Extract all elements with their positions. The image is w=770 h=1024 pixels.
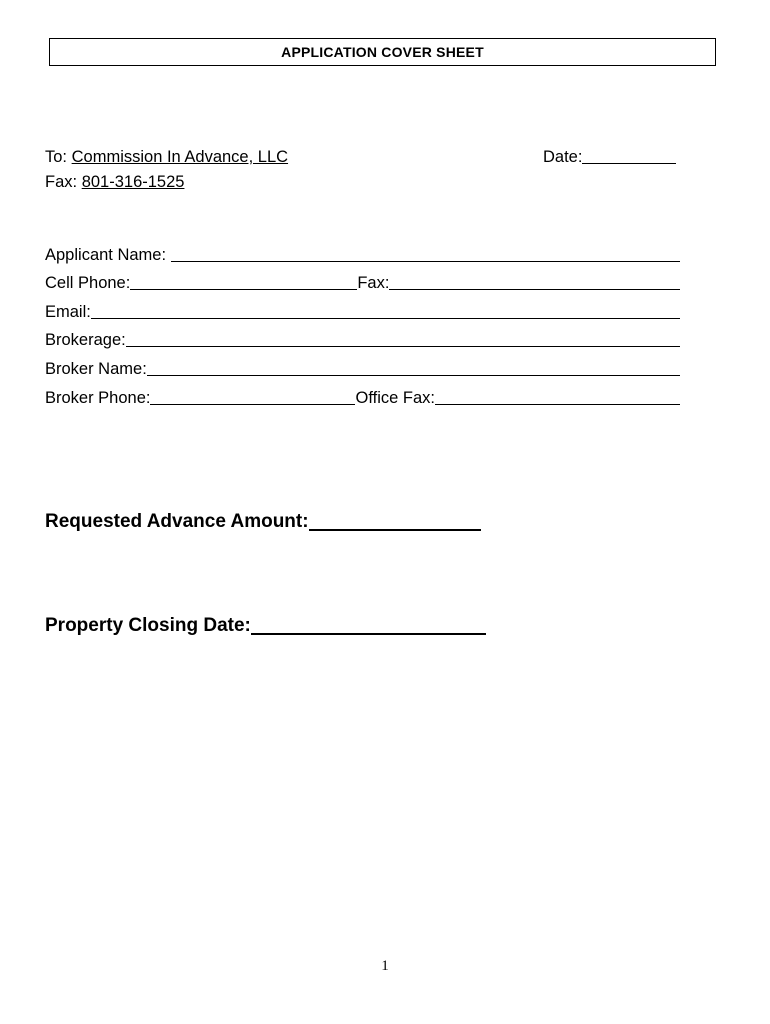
advance-amount-field[interactable]: [309, 511, 481, 531]
advance-amount-row: [45, 510, 481, 534]
cell-phone-label: Cell Phone:: [45, 274, 131, 292]
cell-phone-field[interactable]: [130, 274, 357, 290]
advance-amount-label: Requested Advance Amount:: [45, 511, 309, 532]
broker-name-row: [45, 359, 680, 379]
office-fax-field[interactable]: [435, 389, 680, 405]
fax-label: Fax:: [45, 173, 82, 191]
broker-name-label: Broker Name:: [45, 360, 147, 378]
closing-date-label: Property Closing Date:: [45, 615, 251, 636]
closing-date-field[interactable]: [251, 615, 486, 635]
broker-phone-field[interactable]: [150, 389, 355, 405]
applicant-name-row: [45, 245, 680, 265]
fax-line: [45, 172, 184, 192]
page-number: 1: [381, 958, 389, 974]
closing-date-row: [45, 614, 486, 638]
broker-phone-row: [45, 388, 680, 408]
applicant-name-label: Applicant Name:: [45, 246, 171, 264]
date-field[interactable]: [582, 148, 676, 164]
applicant-name-field[interactable]: [171, 246, 680, 262]
broker-name-field[interactable]: [147, 360, 680, 376]
brokerage-field[interactable]: [126, 331, 680, 347]
fax-field[interactable]: [389, 274, 680, 290]
to-line: [45, 147, 288, 167]
brokerage-label: Brokerage:: [45, 331, 126, 349]
fax-value: 801-316-1525: [81, 173, 185, 191]
page-title: APPLICATION COVER SHEET: [49, 38, 716, 66]
fax-field-label: Fax:: [357, 274, 390, 292]
date-label: Date:: [543, 148, 583, 166]
broker-phone-label: Broker Phone:: [45, 389, 151, 407]
email-field[interactable]: [91, 303, 680, 319]
brokerage-row: [45, 330, 680, 350]
to-label: To:: [45, 148, 72, 166]
office-fax-label: Office Fax:: [355, 389, 435, 407]
cell-phone-row: [45, 273, 680, 293]
email-label: Email:: [45, 303, 91, 321]
date-line: [543, 147, 676, 167]
email-row: [45, 302, 680, 322]
to-value: Commission In Advance, LLC: [71, 148, 289, 166]
